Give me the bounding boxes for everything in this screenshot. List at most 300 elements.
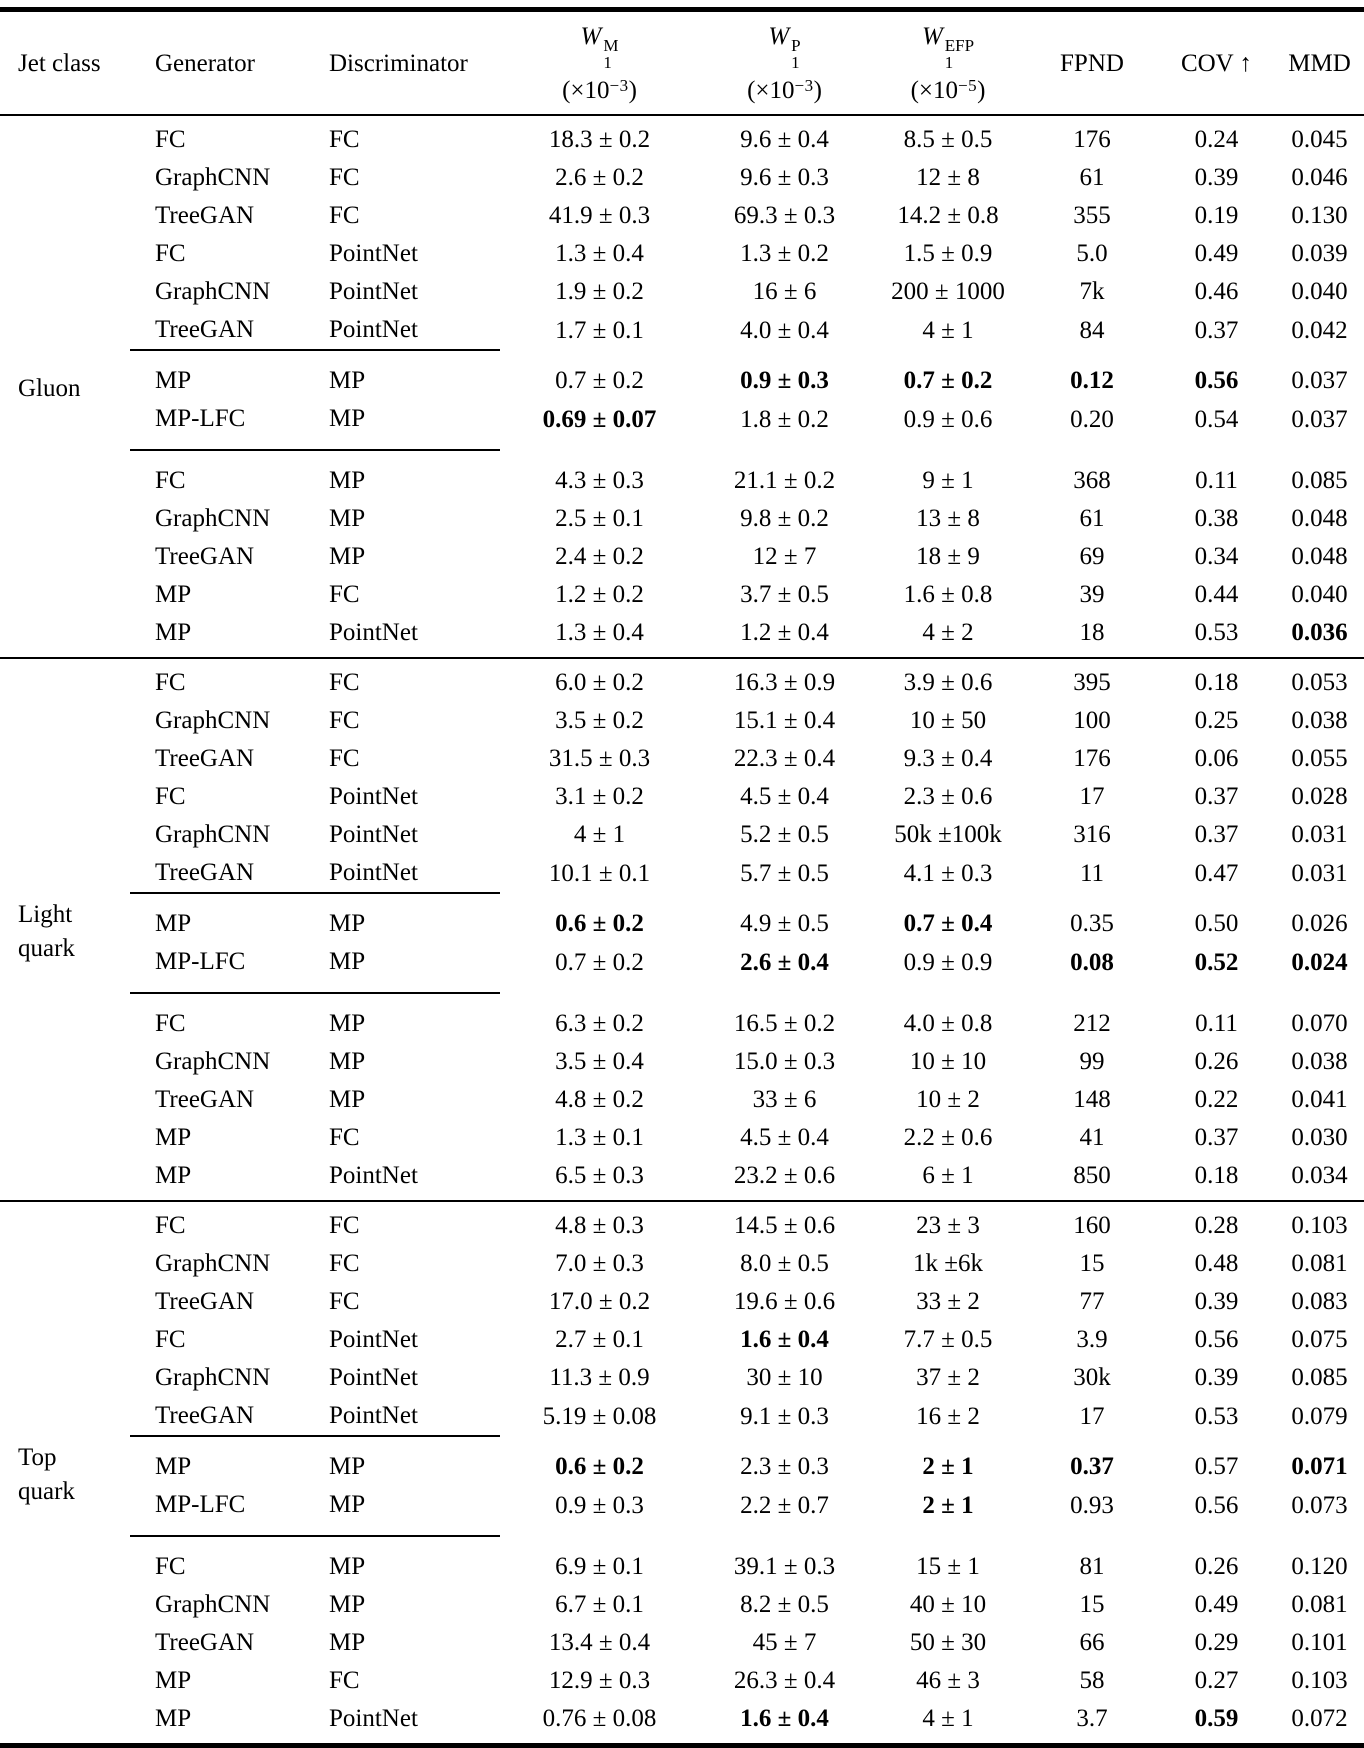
w1m-value-cell: 1.3 ± 0.4: [555, 619, 644, 646]
mmd-value-cell: 0.101: [1291, 1629, 1348, 1656]
metric-unit: $(\times 10^{-3})$: [747, 76, 822, 104]
w1m-value-cell: 13.4 ± 0.4: [548, 1629, 651, 1656]
fpnd-value-cell: 212: [1073, 1009, 1111, 1037]
cov-value-cell: 0.37: [1194, 316, 1239, 344]
cov-value-cell: 0.49: [1194, 240, 1239, 267]
cov-value-cell: 0.18: [1194, 669, 1239, 696]
w1m-value-cell: 4.8 ± 0.2: [555, 1086, 644, 1113]
discriminator-cell: PointNet: [329, 1402, 418, 1429]
w1p-value-cell: 8.0 ± 0.5: [740, 1250, 829, 1277]
fpnd-value-cell: 81: [1079, 1552, 1105, 1580]
fpnd-value-cell: 17: [1079, 783, 1105, 810]
jet-class-line: Top: [18, 1444, 57, 1471]
cov-value-cell: 0.53: [1194, 1402, 1239, 1430]
cov-value-cell: 0.24: [1194, 126, 1239, 153]
section-top-quark: [0, 1201, 1364, 1746]
table-row: [0, 1081, 1364, 1119]
w1efp-value-cell: 0.7 ± 0.4: [903, 909, 993, 937]
cov-value-cell: 0.52: [1194, 948, 1239, 976]
table-row: [0, 400, 1364, 450]
w1p-value-cell: 4.0 ± 0.4: [740, 316, 829, 344]
table-row: [0, 943, 1364, 993]
w1p-value-cell: 16.3 ± 0.9: [733, 669, 836, 696]
w1m-value-cell: 41.9 ± 0.3: [548, 202, 651, 229]
w1efp-value-cell: 40 ± 10: [909, 1591, 987, 1618]
column-header-w1m: [500, 10, 699, 116]
fpnd-value-cell: 30k: [1073, 1364, 1111, 1391]
fpnd-value-cell: 99: [1079, 1048, 1105, 1075]
w1m-value-cell: 2.7 ± 0.1: [555, 1326, 644, 1353]
generator-cell: FC: [155, 669, 186, 696]
mmd-value-cell: 0.120: [1291, 1552, 1348, 1580]
w1p-value-cell: 4.9 ± 0.5: [740, 909, 829, 937]
discriminator-cell: PointNet: [329, 1364, 418, 1391]
generator-cell: MP: [155, 1162, 192, 1189]
w1m-value-cell: 2.5 ± 0.1: [555, 505, 644, 532]
w1efp-value-cell: 1.5 ± 0.9: [903, 240, 993, 267]
cov-value-cell: 0.37: [1194, 821, 1239, 848]
jet-class-line: quark: [18, 935, 75, 962]
w1efp-value-cell: 9.3 ± 0.4: [903, 745, 993, 772]
column-header-jet_class: Jet class: [18, 49, 101, 77]
w1p-value-cell: 9.1 ± 0.3: [740, 1402, 829, 1430]
w1efp-value-cell: 12 ± 8: [916, 164, 980, 191]
table-row: [0, 159, 1364, 197]
fpnd-value-cell: 61: [1079, 164, 1105, 191]
discriminator-cell: PointNet: [329, 783, 418, 810]
w1efp-value-cell: 18 ± 9: [916, 543, 980, 570]
table-row: [0, 450, 1364, 500]
w1m-value-cell: 6.7 ± 0.1: [555, 1591, 644, 1618]
cov-value-cell: 0.11: [1195, 466, 1238, 494]
w1p-value-cell: 45 ± 7: [752, 1629, 817, 1656]
w1p-value-cell: 39.1 ± 0.3: [733, 1552, 836, 1580]
discriminator-cell: PointNet: [329, 1326, 418, 1353]
table-row: [0, 1700, 1364, 1746]
mmd-value-cell: 0.037: [1291, 405, 1348, 433]
generator-cell: TreeGAN: [155, 202, 255, 229]
mmd-value-cell: 0.040: [1291, 278, 1348, 305]
mmd-value-cell: 0.048: [1291, 505, 1348, 532]
cov-value-cell: 0.38: [1194, 505, 1239, 532]
table-row: [0, 235, 1364, 273]
mmd-value-cell: 0.070: [1291, 1009, 1348, 1037]
cov-value-cell: 0.39: [1194, 1288, 1239, 1315]
w1p-value-cell: 9.6 ± 0.4: [740, 126, 829, 153]
mmd-value-cell: 0.042: [1291, 316, 1348, 344]
generator-cell: TreeGAN: [155, 543, 255, 570]
cov-value-cell: 0.26: [1194, 1048, 1239, 1075]
w1efp-value-cell: 37 ± 2: [916, 1364, 980, 1391]
section-light-quark: [0, 658, 1364, 1201]
generator-cell: GraphCNN: [155, 164, 271, 191]
generator-cell: MP-LFC: [130, 1486, 304, 1536]
table-row: [0, 993, 1364, 1043]
generator-cell: MP: [130, 350, 304, 400]
fpnd-value-cell: 39: [1079, 581, 1105, 608]
w1p-value-cell: 9.6 ± 0.3: [740, 164, 829, 191]
mmd-value-cell: 0.026: [1291, 909, 1348, 937]
mmd-value-cell: 0.034: [1291, 1162, 1348, 1189]
w1p-value-cell: 4.5 ± 0.4: [740, 783, 829, 810]
w1efp-value-cell: 0.9 ± 0.6: [903, 405, 993, 433]
w1efp-value-cell: 16 ± 2: [916, 1402, 980, 1430]
mmd-value-cell: 0.071: [1291, 1452, 1348, 1480]
fpnd-value-cell: 0.37: [1070, 1452, 1114, 1480]
w1m-value-cell: 1.3 ± 0.1: [555, 1124, 644, 1151]
fpnd-value-cell: 61: [1079, 505, 1105, 532]
fpnd-value-cell: 3.9: [1076, 1326, 1108, 1353]
fpnd-value-cell: 5.0: [1076, 240, 1108, 267]
table-row: [0, 1586, 1364, 1624]
fpnd-value-cell: 17: [1079, 1402, 1105, 1430]
fpnd-value-cell: 176: [1073, 745, 1111, 772]
table-row: [0, 197, 1364, 235]
fpnd-value-cell: 176: [1073, 126, 1111, 153]
fpnd-value-cell: 395: [1073, 669, 1111, 696]
mmd-value-cell: 0.103: [1291, 1667, 1348, 1694]
generator-cell: TreeGAN: [155, 316, 255, 343]
table-row: [0, 740, 1364, 778]
discriminator-cell: MP: [329, 1591, 366, 1618]
fpnd-value-cell: 0.20: [1070, 405, 1114, 433]
mmd-value-cell: 0.028: [1291, 783, 1348, 810]
column-header-discriminator: Discriminator: [329, 49, 468, 77]
cov-value-cell: 0.29: [1194, 1629, 1239, 1656]
w1p-value-cell: 19.6 ± 0.6: [733, 1288, 836, 1315]
w1efp-value-cell: 7.7 ± 0.5: [903, 1326, 993, 1353]
generator-cell: MP: [155, 1124, 192, 1151]
w1efp-value-cell: 15 ± 1: [916, 1552, 980, 1580]
fpnd-value-cell: 0.35: [1070, 909, 1114, 937]
w1m-value-cell: 0.6 ± 0.2: [555, 909, 644, 937]
w1efp-value-cell: 33 ± 2: [916, 1288, 980, 1315]
w1m-value-cell: 3.5 ± 0.4: [555, 1048, 644, 1075]
w1m-value-cell: 0.7 ± 0.2: [555, 948, 644, 976]
jet-class-line: quark: [18, 1478, 75, 1505]
w1m-value-cell: 7.0 ± 0.3: [555, 1250, 644, 1277]
mmd-value-cell: 0.081: [1291, 1591, 1348, 1618]
fpnd-value-cell: 15: [1079, 1591, 1105, 1618]
w1m-value-cell: 6.9 ± 0.1: [555, 1552, 644, 1580]
discriminator-cell: PointNet: [329, 1705, 418, 1732]
w1p-value-cell: 30 ± 10: [746, 1364, 823, 1391]
cov-value-cell: 0.49: [1194, 1591, 1239, 1618]
cov-value-cell: 0.54: [1194, 405, 1239, 433]
fpnd-value-cell: 850: [1073, 1162, 1111, 1189]
generator-cell: MP: [155, 1705, 192, 1732]
column-header-w1p: [699, 10, 870, 116]
cov-value-cell: 0.25: [1194, 707, 1239, 734]
discriminator-cell: MP: [329, 1629, 366, 1656]
w1efp-value-cell: 9 ± 1: [922, 466, 974, 494]
w1m-value-cell: 2.6 ± 0.2: [555, 164, 644, 191]
table-row: [0, 816, 1364, 854]
w1p-value-cell: 22.3 ± 0.4: [733, 745, 836, 772]
mmd-value-cell: 0.037: [1291, 366, 1348, 394]
mmd-value-cell: 0.055: [1291, 745, 1348, 772]
cov-value-cell: 0.48: [1194, 1250, 1239, 1277]
w1p-value-cell: 0.9 ± 0.3: [740, 366, 829, 394]
discriminator-cell: FC: [329, 707, 360, 734]
w1efp-value-cell: 4 ± 1: [922, 1705, 974, 1732]
cov-value-cell: 0.59: [1194, 1705, 1239, 1732]
w1p-value-cell: 9.8 ± 0.2: [740, 505, 829, 532]
w1m-value-cell: 1.7 ± 0.1: [555, 316, 644, 344]
w1m-value-cell: 18.3 ± 0.2: [548, 126, 651, 153]
w1efp-value-cell: 200 ± 1000: [891, 278, 1005, 305]
table-row: [0, 1359, 1364, 1397]
mmd-value-cell: 0.024: [1291, 948, 1348, 976]
table-row: [0, 614, 1364, 658]
w1p-value-cell: 4.5 ± 0.4: [740, 1124, 829, 1151]
generator-cell: TreeGAN: [155, 859, 255, 886]
w1efp-value-cell: 1k ±6k: [913, 1250, 983, 1277]
discriminator-cell: MP: [304, 400, 500, 450]
mmd-value-cell: 0.036: [1291, 619, 1348, 646]
fpnd-value-cell: 84: [1079, 316, 1105, 344]
w1efp-value-cell: 3.9 ± 0.6: [903, 669, 993, 696]
generator-cell: FC: [155, 467, 186, 494]
table-row: [0, 1397, 1364, 1436]
generator-cell: FC: [155, 1326, 186, 1353]
discriminator-cell: FC: [329, 202, 360, 229]
fpnd-value-cell: 7k: [1079, 278, 1105, 305]
table-row: [0, 854, 1364, 893]
mmd-value-cell: 0.038: [1291, 707, 1348, 734]
fpnd-value-cell: 148: [1073, 1086, 1111, 1113]
generator-cell: MP: [130, 1436, 304, 1486]
w1efp-value-cell: 2.2 ± 0.6: [903, 1124, 993, 1151]
generator-cell: TreeGAN: [155, 745, 255, 772]
generator-cell: FC: [155, 1553, 186, 1580]
w1efp-value-cell: 14.2 ± 0.8: [897, 202, 999, 229]
mmd-value-cell: 0.031: [1291, 859, 1348, 887]
table-row: [0, 658, 1364, 702]
w1p-value-cell: 3.7 ± 0.5: [740, 581, 829, 608]
cov-value-cell: 0.34: [1194, 543, 1239, 570]
table-header: [0, 10, 1364, 116]
discriminator-cell: FC: [329, 126, 360, 153]
fpnd-value-cell: 18: [1079, 619, 1105, 646]
w1m-value-cell: 0.69 ± 0.07: [542, 405, 657, 433]
fpnd-value-cell: 77: [1079, 1288, 1105, 1315]
generator-cell: TreeGAN: [155, 1086, 255, 1113]
w1p-value-cell: 5.2 ± 0.5: [740, 821, 829, 848]
discriminator-cell: PointNet: [329, 240, 418, 267]
fpnd-value-cell: 41: [1079, 1124, 1105, 1151]
cov-value-cell: 0.39: [1194, 164, 1239, 191]
column-header-cov: COV ↑: [1180, 49, 1253, 77]
jet-class-label: [0, 115, 130, 658]
fpnd-value-cell: 0.12: [1070, 366, 1114, 394]
w1p-value-cell: 2.3 ± 0.3: [740, 1452, 829, 1480]
mmd-value-cell: 0.083: [1291, 1288, 1348, 1315]
table-row: [0, 350, 1364, 400]
metric-unit: $(\times 10^{-5})$: [910, 76, 986, 104]
column-header-generator: Generator: [155, 49, 255, 77]
discriminator-cell: FC: [329, 1250, 360, 1277]
mmd-value-cell: 0.031: [1291, 821, 1348, 848]
cov-value-cell: 0.56: [1194, 1326, 1239, 1353]
discriminator-cell: MP: [329, 543, 366, 570]
table-row: [0, 1043, 1364, 1081]
w1m-value-cell: 2.4 ± 0.2: [555, 543, 644, 570]
generator-cell: FC: [155, 1212, 186, 1239]
cov-value-cell: 0.28: [1194, 1212, 1239, 1239]
generator-cell: GraphCNN: [155, 707, 271, 734]
w1p-value-cell: 33 ± 6: [752, 1086, 817, 1113]
mmd-value-cell: 0.053: [1291, 669, 1348, 696]
table-row: [0, 576, 1364, 614]
w1efp-value-cell: 10 ± 10: [909, 1048, 987, 1075]
generator-cell: MP: [155, 1667, 192, 1694]
mmd-value-cell: 0.030: [1291, 1124, 1348, 1151]
w1p-value-cell: 26.3 ± 0.4: [733, 1667, 836, 1694]
cov-value-cell: 0.39: [1194, 1364, 1239, 1391]
w1m-value-cell: 4 ± 1: [573, 821, 626, 848]
w1efp-value-cell: 4 ± 1: [922, 316, 974, 344]
table-row: [0, 115, 1364, 159]
jet-class-line: Gluon: [18, 375, 81, 402]
mmd-value-cell: 0.045: [1291, 126, 1348, 153]
w1m-value-cell: 4.8 ± 0.3: [555, 1212, 644, 1239]
cov-value-cell: 0.37: [1194, 1124, 1239, 1151]
cov-value-cell: 0.56: [1194, 366, 1239, 394]
table-row: [0, 1536, 1364, 1586]
w1efp-value-cell: 23 ± 3: [916, 1212, 980, 1239]
table-row: [0, 1157, 1364, 1201]
table-row: [0, 1436, 1364, 1486]
w1p-value-cell: 16.5 ± 0.2: [733, 1009, 836, 1037]
table-row: [0, 538, 1364, 576]
cov-value-cell: 0.06: [1194, 745, 1239, 772]
discriminator-cell: MP: [304, 943, 500, 993]
mmd-value-cell: 0.075: [1291, 1326, 1348, 1353]
w1m-value-cell: 3.1 ± 0.2: [555, 783, 644, 810]
mmd-value-cell: 0.085: [1291, 466, 1348, 494]
fpnd-value-cell: 160: [1073, 1212, 1111, 1239]
discriminator-cell: FC: [329, 1288, 360, 1315]
table-row: [0, 778, 1364, 816]
discriminator-cell: MP: [304, 1486, 500, 1536]
w1m-value-cell: 11.3 ± 0.9: [549, 1364, 650, 1391]
discriminator-cell: MP: [329, 467, 366, 494]
column-header-fpnd: FPND: [1060, 49, 1124, 77]
cov-value-cell: 0.53: [1194, 619, 1239, 646]
fpnd-value-cell: 368: [1073, 466, 1111, 494]
jet-class-label: [0, 1201, 130, 1746]
discriminator-cell: PointNet: [329, 859, 418, 886]
w1efp-value-cell: 13 ± 8: [916, 505, 980, 532]
generator-cell: GraphCNN: [155, 821, 271, 848]
w1efp-value-cell: 2 ± 1: [922, 1452, 974, 1480]
w1efp-value-cell: 10 ± 50: [909, 707, 987, 734]
generator-cell: GraphCNN: [155, 505, 271, 532]
discriminator-cell: FC: [329, 669, 360, 696]
w1p-value-cell: 5.7 ± 0.5: [740, 859, 829, 887]
discriminator-cell: MP: [329, 1010, 366, 1037]
fpnd-value-cell: 58: [1079, 1667, 1105, 1694]
table-row: [0, 500, 1364, 538]
table-row: [0, 1624, 1364, 1662]
generator-cell: MP: [130, 893, 304, 943]
jet-class-line: Light: [18, 901, 73, 928]
discriminator-cell: MP: [329, 1553, 366, 1580]
cov-value-cell: 0.27: [1194, 1667, 1239, 1694]
w1p-value-cell: 15.1 ± 0.4: [733, 707, 836, 734]
mmd-value-cell: 0.073: [1291, 1491, 1348, 1519]
metric-symbol: W EFP 1: [921, 23, 975, 72]
cov-value-cell: 0.44: [1194, 581, 1239, 608]
w1p-value-cell: 23.2 ± 0.6: [733, 1162, 836, 1189]
w1p-value-cell: 1.6 ± 0.4: [740, 1705, 829, 1732]
fpnd-value-cell: 66: [1079, 1629, 1105, 1656]
w1efp-value-cell: 50k ±100k: [894, 821, 1002, 848]
w1p-value-cell: 8.2 ± 0.5: [740, 1591, 829, 1618]
table-row: [0, 1245, 1364, 1283]
discriminator-cell: MP: [304, 350, 500, 400]
mmd-value-cell: 0.039: [1291, 240, 1348, 267]
table-row: [0, 311, 1364, 350]
discriminator-cell: FC: [329, 164, 360, 191]
table-row: [0, 1486, 1364, 1536]
generator-cell: MP-LFC: [130, 400, 304, 450]
generator-cell: FC: [155, 240, 186, 267]
cov-value-cell: 0.57: [1194, 1452, 1239, 1480]
mmd-value-cell: 0.103: [1291, 1212, 1348, 1239]
w1m-value-cell: 0.76 ± 0.08: [542, 1705, 657, 1732]
fpnd-value-cell: 11: [1079, 859, 1105, 887]
w1m-value-cell: 17.0 ± 0.2: [548, 1288, 651, 1315]
mmd-value-cell: 0.040: [1291, 581, 1348, 608]
generator-cell: GraphCNN: [155, 278, 271, 305]
jet-class-label: [0, 658, 130, 1201]
cov-value-cell: 0.37: [1194, 783, 1239, 810]
w1m-value-cell: 3.5 ± 0.2: [555, 707, 644, 734]
header-row: [0, 10, 1364, 116]
w1m-value-cell: 31.5 ± 0.3: [548, 745, 651, 772]
discriminator-cell: MP: [329, 1086, 366, 1113]
w1p-value-cell: 1.6 ± 0.4: [740, 1326, 829, 1353]
w1m-value-cell: 1.3 ± 0.4: [555, 240, 644, 267]
w1efp-value-cell: 0.7 ± 0.2: [903, 366, 993, 394]
w1m-value-cell: 1.2 ± 0.2: [555, 581, 644, 608]
mmd-value-cell: 0.046: [1291, 164, 1348, 191]
generator-cell: MP: [155, 619, 192, 646]
w1efp-value-cell: 6 ± 1: [922, 1162, 974, 1189]
mmd-value-cell: 0.048: [1291, 543, 1348, 570]
generator-cell: GraphCNN: [155, 1591, 271, 1618]
w1p-value-cell: 69.3 ± 0.3: [733, 202, 836, 229]
mmd-value-cell: 0.072: [1291, 1705, 1348, 1732]
w1efp-value-cell: 4.1 ± 0.3: [903, 859, 993, 887]
cov-value-cell: 0.26: [1194, 1552, 1239, 1580]
generator-cell: MP-LFC: [130, 943, 304, 993]
fpnd-value-cell: 316: [1073, 821, 1111, 848]
table-row: [0, 702, 1364, 740]
mmd-value-cell: 0.041: [1291, 1086, 1348, 1113]
discriminator-cell: PointNet: [329, 316, 418, 343]
column-header-w1efp: [870, 10, 1026, 116]
w1p-value-cell: 2.6 ± 0.4: [740, 948, 829, 976]
mmd-value-cell: 0.081: [1291, 1250, 1348, 1277]
w1efp-value-cell: 46 ± 3: [916, 1667, 980, 1694]
generator-cell: MP: [155, 581, 192, 608]
discriminator-cell: MP: [329, 505, 366, 532]
discriminator-cell: MP: [304, 1436, 500, 1486]
w1efp-value-cell: 1.6 ± 0.8: [903, 581, 993, 608]
